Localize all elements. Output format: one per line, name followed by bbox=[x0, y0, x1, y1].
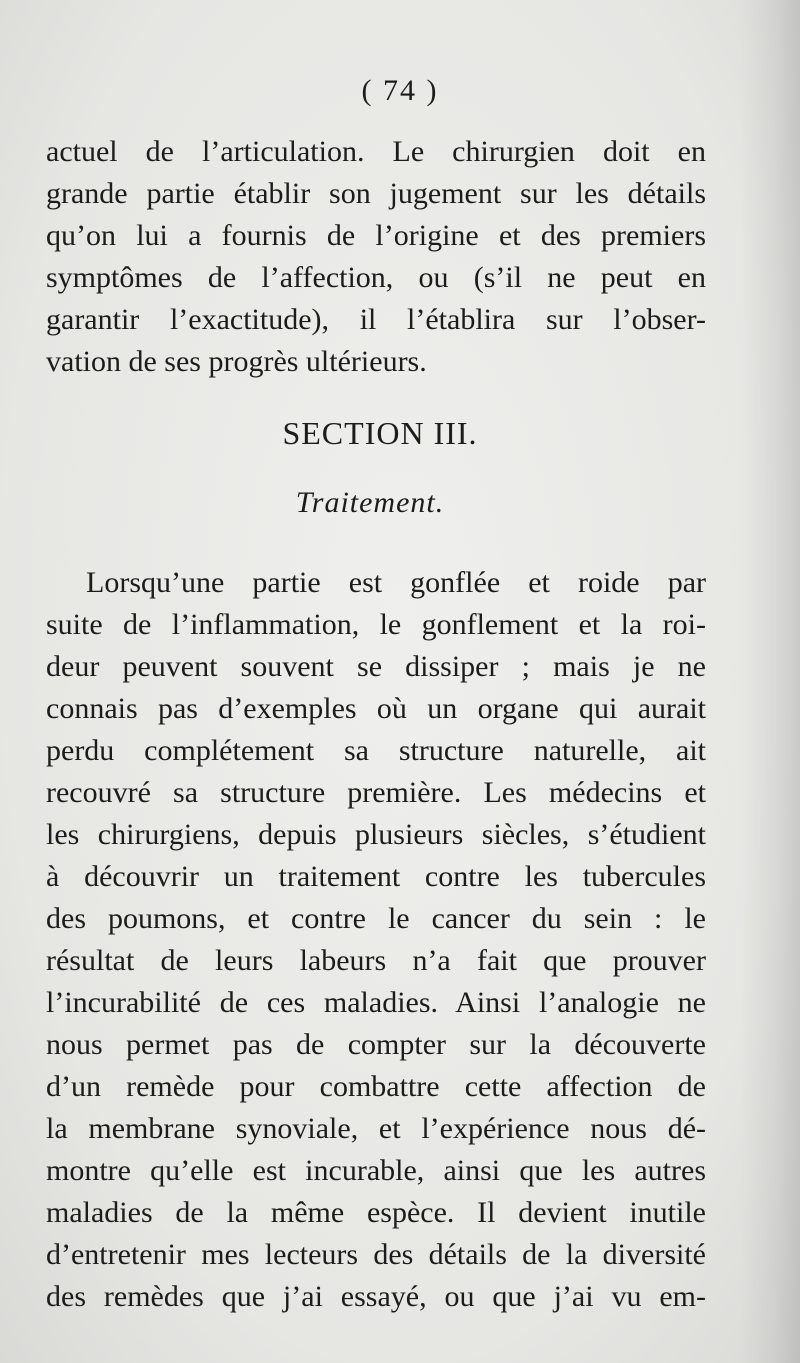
text-line: nous permet pas de compter sur la découverte bbox=[46, 1028, 706, 1061]
text-line: qu’on lui a fournis de l’origine et des premiers bbox=[46, 219, 706, 252]
section-heading: SECTION III. bbox=[282, 415, 478, 451]
text-line: à découvrir un traitement contre les tubercules bbox=[46, 860, 706, 893]
text-line: maladies de la même espèce. Il devient inutile bbox=[46, 1196, 706, 1229]
text-line: d’un remède pour combattre cette affection de bbox=[46, 1070, 706, 1103]
paragraph-continuation bbox=[46, 131, 706, 383]
paragraph-treatment bbox=[46, 562, 706, 1318]
text-line: symptômes de l’affection, ou (s’il ne peut en bbox=[46, 261, 706, 294]
text-line: suite de l’inflammation, le gonflement et la roi- bbox=[46, 608, 706, 641]
text-line: montre qu’elle est incurable, ainsi que les autres bbox=[46, 1154, 706, 1187]
page-number: ( 74 ) bbox=[361, 74, 439, 107]
text-line: perdu complétement sa structure naturelle, ait bbox=[46, 734, 706, 767]
section-subheading: Traitement. bbox=[295, 486, 445, 519]
text-line: d’entretenir mes lecteurs des détails de la diversité bbox=[46, 1238, 706, 1271]
text-line: les chirurgiens, depuis plusieurs siècles, s’étudient bbox=[46, 818, 706, 851]
text-line: des remèdes que j’ai essayé, ou que j’ai vu em- bbox=[46, 1280, 706, 1313]
text-line: garantir l’exactitude), il l’établira sur l’obser- bbox=[46, 303, 706, 336]
text-line: actuel de l’articulation. Le chirurgien doit en bbox=[46, 135, 706, 168]
text-line: vation de ses progrès ultérieurs. bbox=[46, 345, 427, 378]
text-line: deur peuvent souvent se dissiper ; mais je ne bbox=[46, 650, 706, 683]
text-line: Lorsqu’une partie est gonflée et roide par bbox=[86, 566, 706, 599]
text-line: recouvré sa structure première. Les médecins et bbox=[46, 776, 706, 809]
text-line: des poumons, et contre le cancer du sein : le bbox=[46, 902, 706, 935]
text-line: connais pas d’exemples où un organe qui aurait bbox=[46, 692, 706, 725]
page-gutter-shadow bbox=[740, 0, 800, 1363]
text-line: grande partie établir son jugement sur les détails bbox=[46, 177, 706, 210]
text-line: l’incurabilité de ces maladies. Ainsi l’analogie ne bbox=[46, 986, 706, 1019]
text-line: résultat de leurs labeurs n’a fait que prouver bbox=[46, 944, 706, 977]
text-line: la membrane synoviale, et l’expérience nous dé- bbox=[46, 1112, 706, 1145]
